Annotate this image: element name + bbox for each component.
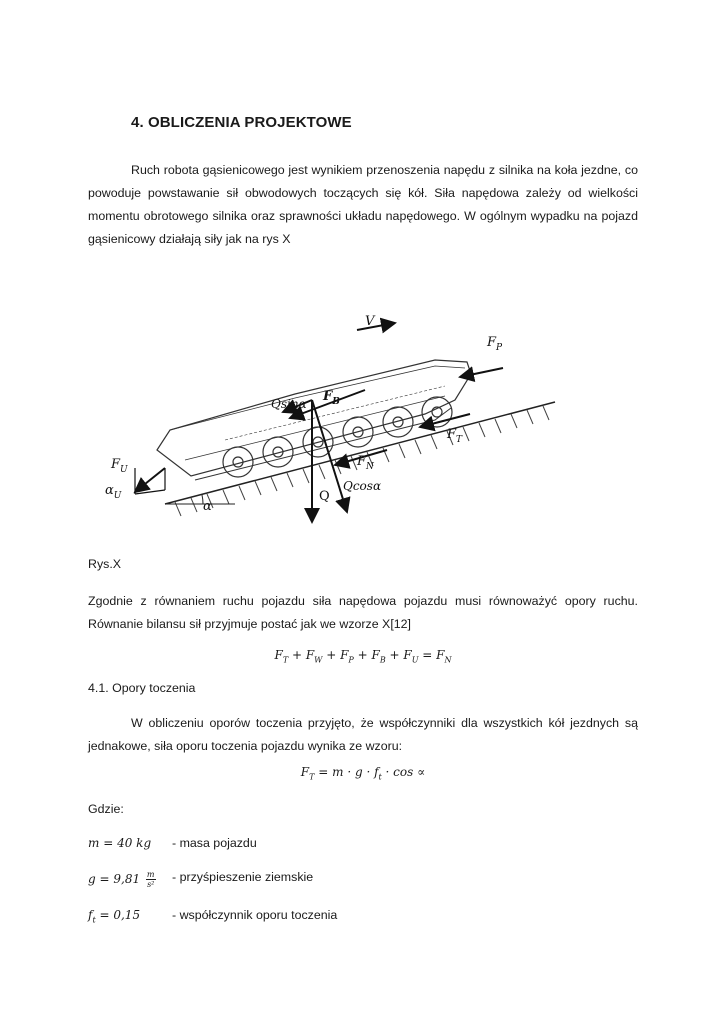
rolling-paragraph (88, 712, 638, 758)
gravity-description: - przyśpieszenie ziemskie (172, 870, 314, 884)
tracked-vehicle (157, 360, 471, 480)
label-fb: $F_B$ (323, 389, 340, 407)
label-alpha: α (203, 499, 212, 514)
figure-caption: Rys.X (88, 557, 122, 571)
label-qsin: Qsinα (271, 397, 307, 411)
coefficient-description: - współczynnik oporu toczenia (172, 908, 338, 922)
intro-text: Ruch robota gąsienicowego jest wynikiem przenoszenia napędu z silnika na koła jezdne, co powoduje powstawanie sił obwodowych toczących się kół. Siła napędowa zależy od wielkości momentu obrotowego silnika oraz sprawności układu napędowego. W ogólnym wypadku na pojazd gąsienicowy działają siły jak na rys X (88, 163, 638, 246)
label-fu: $F_U$ (111, 457, 128, 475)
section-heading: 4. OBLICZENIA PROJEKTOWE (131, 114, 352, 131)
label-v: V (365, 314, 375, 329)
label-fp: $F_P$ (487, 335, 503, 353)
label-alpha-u: $\alpha_U$ (105, 483, 122, 501)
coefficient-symbol: $f_t = 0,15$ (88, 908, 141, 925)
balance-paragraph: Zgodnie z równaniem ruchu pojazdu siła napędowa pojazdu musi równoważyć opory ruchu. Równanie bilansu sił przyjmuje postać jak we wzorze X[12] (88, 594, 638, 631)
subsection-title: 4.1. Opory toczenia (88, 681, 196, 695)
force-balance-equation: $F_T + F_W + F_P + F_B + F_U = F_N$ (274, 648, 452, 665)
rolling-resistance-equation: $F_T = m \cdot g \cdot f_t \cdot \cos$ ∝ (300, 765, 426, 782)
gravity-symbol: g = 9,81 $\frac{m}{\text{s²}}$ (88, 870, 155, 889)
label-qcos: Qcosα (343, 479, 382, 493)
label-q: Q (319, 489, 330, 504)
mass-symbol: m = 40 kg (88, 836, 152, 850)
rolling-text: W obliczeniu oporów toczenia przyjęto, że współczynniki dla wszystkich kół jezdnych są jednakowe, siła oporu toczenia pojazdu wynika ze wzoru: (88, 716, 638, 753)
mass-description: - masa pojazdu (172, 836, 257, 850)
where-label: Gdzie: (88, 802, 124, 816)
label-fn: $F_N$ (357, 454, 374, 472)
label-ft: $F_T$ (447, 427, 463, 445)
force-diagram (95, 290, 565, 540)
intro-paragraph (88, 159, 638, 251)
